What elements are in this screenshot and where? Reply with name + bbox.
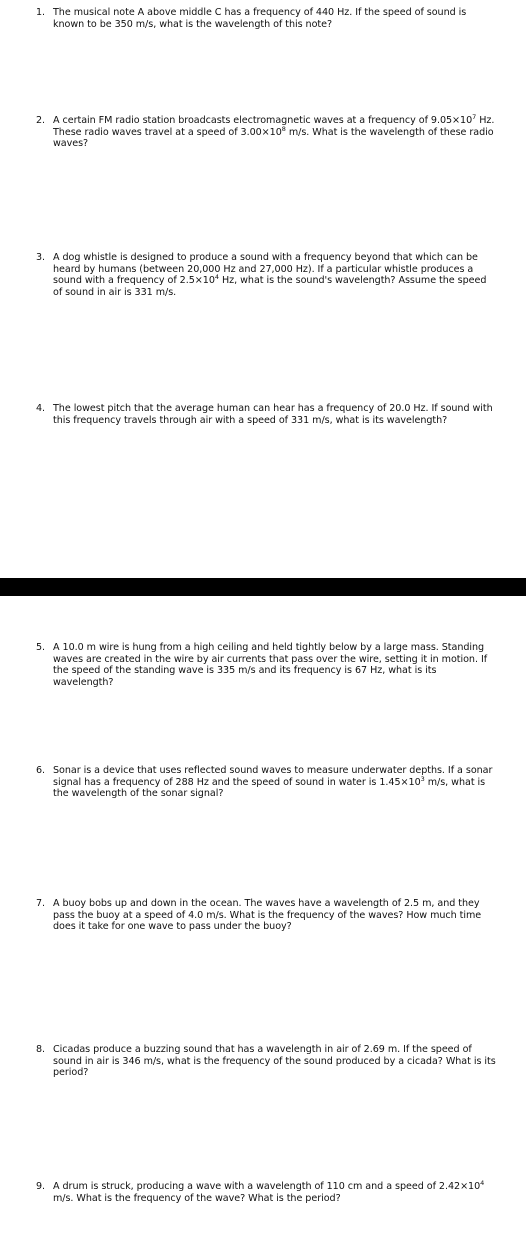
question-number: 6. <box>36 765 46 776</box>
question-text: The lowest pitch that the average human can hear has a frequency of 20.0 Hz. If sound with this frequency travels through air with a speed of 331 m/s, what is its wavelength? <box>53 403 493 426</box>
question-6 <box>36 765 498 800</box>
worksheet-page-bottom <box>0 596 526 1245</box>
question-text: A 10.0 m wire is hung from a high ceiling and held tightly below by a large mass. Standing waves are created in the wire by air currents that pass over the wire, setting it in motion. If the speed of the standing wave is 335 m/s and its frequency is 67 Hz, what is its wavelength? <box>53 642 488 688</box>
question-9 <box>36 1178 498 1204</box>
question-2 <box>36 112 498 150</box>
question-text: The musical note A above middle C has a frequency of 440 Hz. If the speed of sound is known to be 350 m/s, what is the wavelength of this note? <box>53 7 467 30</box>
question-number: 8. <box>36 1044 46 1055</box>
question-5 <box>36 642 498 688</box>
question-text: A buoy bobs up and down in the ocean. The waves have a wavelength of 2.5 m, and they pass the buoy at a speed of 4.0 m/s. What is the frequency of the waves? How much time does it take for one wave to pass under the buoy? <box>53 898 482 933</box>
page-break-bar <box>0 578 526 596</box>
question-7 <box>36 898 498 933</box>
worksheet-page-top <box>0 0 526 578</box>
question-1 <box>36 7 498 30</box>
question-4 <box>36 403 498 426</box>
question-number: 4. <box>36 403 46 414</box>
question-text: Sonar is a device that uses reflected sound waves to measure underwater depths. If a sonar signal has a frequency of 288 Hz and the speed of sound in water is $1.45\times 10^3$ m/s, what is the wavelength of the sonar signal? <box>53 765 493 800</box>
question-8 <box>36 1044 498 1079</box>
question-number: 2. <box>36 115 46 126</box>
question-number: 9. <box>36 1181 46 1192</box>
question-number: 3. <box>36 252 46 263</box>
question-text: A drum is struck, producing a wave with a wavelength of 110 cm and a speed of $2.42\times 10^4$ m/s. What is the frequency of the wave? What is the period? <box>53 1178 485 1204</box>
question-text: A certain FM radio station broadcasts electromagnetic waves at a frequency of $9.05\times 10^7$ Hz. These radio waves travel at a speed of $3.00\times 10^8$ m/s. What is the wavelength of these radio waves? <box>53 112 495 150</box>
question-text: Cicadas produce a buzzing sound that has a wavelength in air of 2.69 m. If the speed of sound in air is 346 m/s, what is the frequency of the sound produced by a cicada? What is its period? <box>53 1044 496 1079</box>
question-number: 7. <box>36 898 46 909</box>
question-number: 1. <box>36 7 46 18</box>
question-3 <box>36 252 498 298</box>
question-text: A dog whistle is designed to produce a sound with a frequency beyond that which can be heard by humans (between 20,000 Hz and 27,000 Hz). If a particular whistle produces a sound with a frequency of $2.5\times 10^4$ Hz, what is the sound's wavelength? Assume the speed of sound in air is 331 m/s. <box>53 252 487 298</box>
question-number: 5. <box>36 642 46 653</box>
